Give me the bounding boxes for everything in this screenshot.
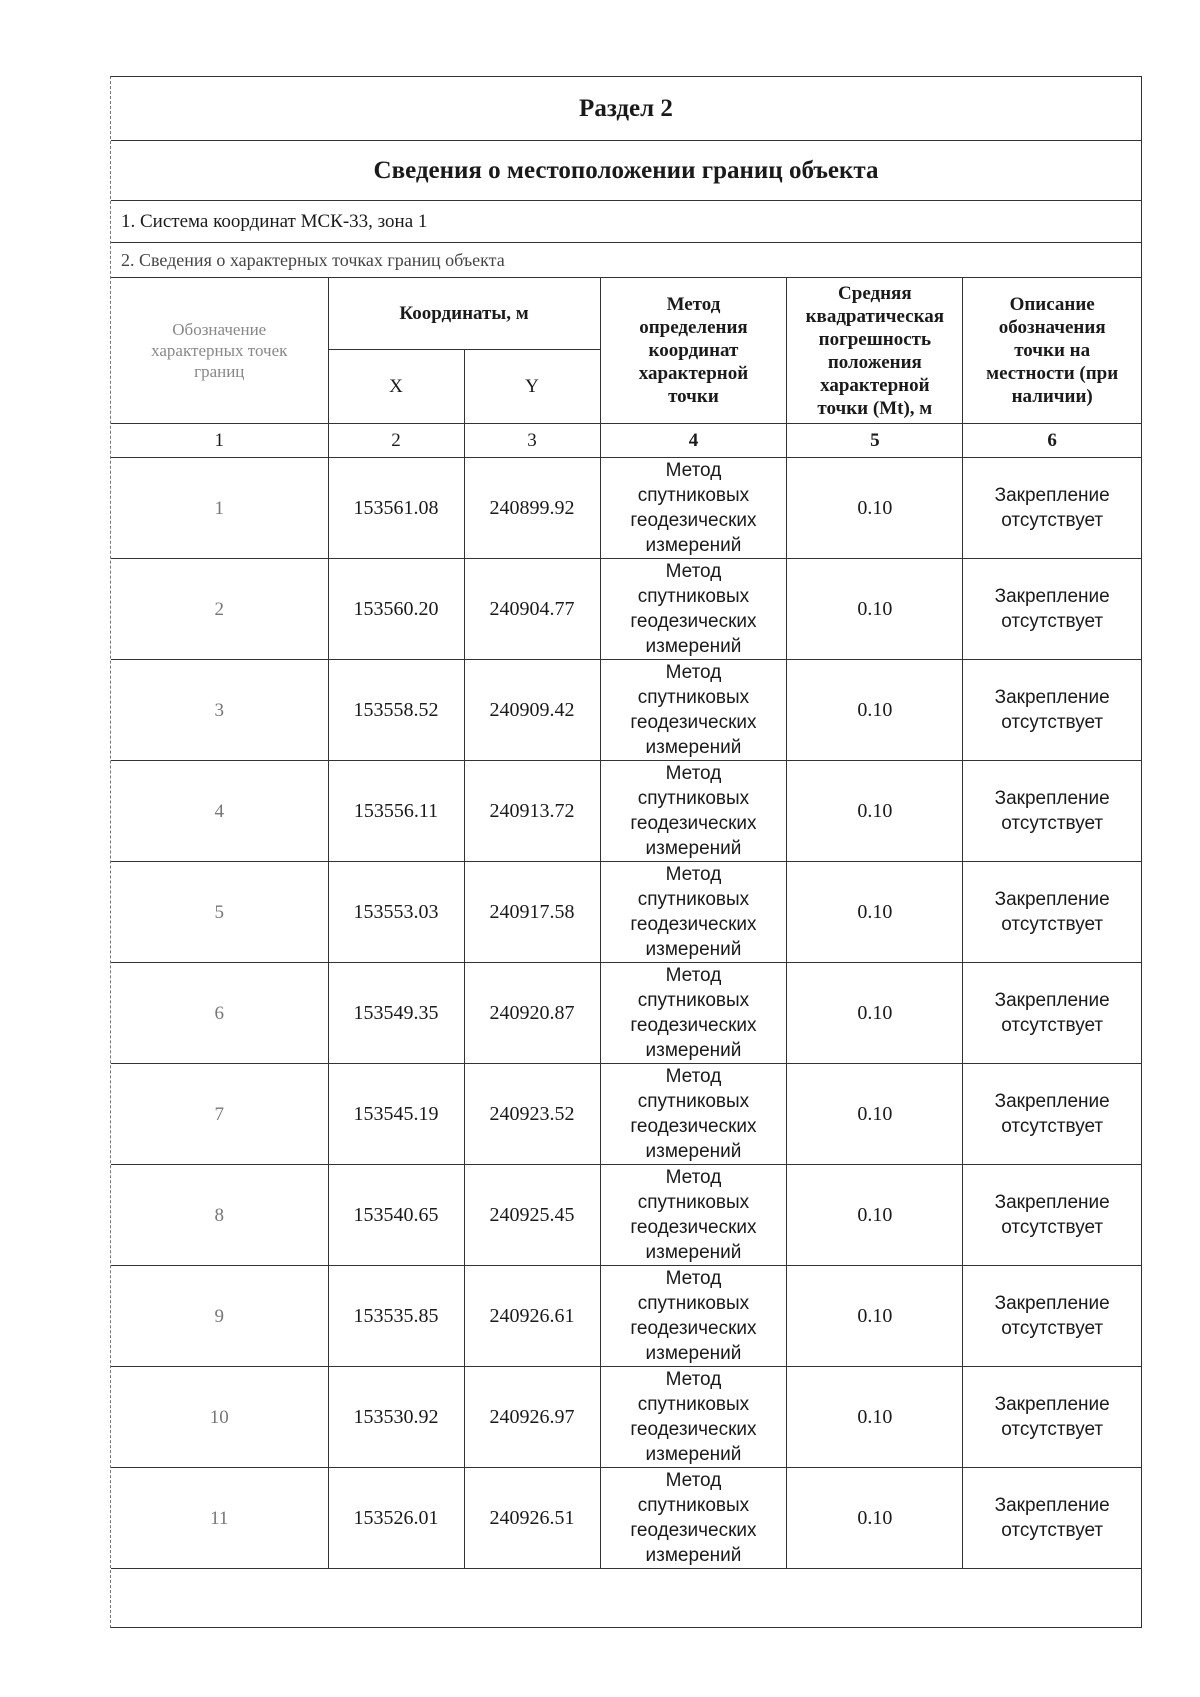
header-coordinates: Координаты, м (328, 278, 600, 350)
x-coordinate: 153549.35 (328, 963, 464, 1064)
y-coordinate: 240917.58 (464, 862, 600, 963)
x-coordinate: 153561.08 (328, 458, 464, 559)
column-number: 5 (787, 424, 963, 458)
accuracy-cell: 0.10 (787, 963, 963, 1064)
method-cell: Метод спутниковых геодезических измерений (600, 1064, 787, 1165)
point-number: 3 (111, 660, 328, 761)
method-cell: Метод спутниковых геодезических измерений (600, 862, 787, 963)
accuracy-cell: 0.10 (787, 761, 963, 862)
points-caption: 2. Сведения о характерных точках границ объекта (121, 250, 505, 270)
accuracy-cell: 0.10 (787, 862, 963, 963)
x-coordinate: 153556.11 (328, 761, 464, 862)
x-coordinate: 153526.01 (328, 1468, 464, 1569)
column-number: 2 (328, 424, 464, 458)
column-number: 4 (600, 424, 787, 458)
table-row (111, 1266, 1141, 1367)
method-cell: Метод спутниковых геодезических измерений (600, 1367, 787, 1468)
table-row (111, 761, 1141, 862)
table-row (111, 660, 1141, 761)
column-number-row (111, 424, 1141, 458)
header-x: X (328, 350, 464, 424)
method-cell: Метод спутниковых геодезических измерений (600, 660, 787, 761)
method-cell: Метод спутниковых геодезических измерений (600, 761, 787, 862)
point-number: 11 (111, 1468, 328, 1569)
table-row (111, 1165, 1141, 1266)
y-coordinate: 240926.51 (464, 1468, 600, 1569)
y-coordinate: 240923.52 (464, 1064, 600, 1165)
method-cell: Метод спутниковых геодезических измерений (600, 1266, 787, 1367)
accuracy-cell: 0.10 (787, 660, 963, 761)
column-number: 6 (963, 424, 1141, 458)
description-cell: Закрепление отсутствует (963, 862, 1141, 963)
header-method: Метод определения координат характерной точки (600, 278, 787, 424)
y-coordinate: 240909.42 (464, 660, 600, 761)
description-cell: Закрепление отсутствует (963, 1064, 1141, 1165)
y-coordinate: 240904.77 (464, 559, 600, 660)
x-coordinate: 153540.65 (328, 1165, 464, 1266)
method-cell: Метод спутниковых геодезических измерений (600, 1165, 787, 1266)
description-cell: Закрепление отсутствует (963, 559, 1141, 660)
point-number: 2 (111, 559, 328, 660)
header-accuracy: Средняя квадратическая погрешность положения характерной точки (Mt), м (787, 278, 963, 424)
table-row (111, 1367, 1141, 1468)
accuracy-cell: 0.10 (787, 1468, 963, 1569)
description-cell: Закрепление отсутствует (963, 1266, 1141, 1367)
document-frame (110, 76, 1142, 1628)
point-number: 4 (111, 761, 328, 862)
header-y: Y (464, 350, 600, 424)
method-cell: Метод спутниковых геодезических измерений (600, 963, 787, 1064)
accuracy-cell: 0.10 (787, 1367, 963, 1468)
table-row (111, 559, 1141, 660)
table-row (111, 862, 1141, 963)
x-coordinate: 153530.92 (328, 1367, 464, 1468)
column-number: 3 (464, 424, 600, 458)
description-cell: Закрепление отсутствует (963, 963, 1141, 1064)
point-number: 5 (111, 862, 328, 963)
point-number: 1 (111, 458, 328, 559)
x-coordinate: 153545.19 (328, 1064, 464, 1165)
coordinate-system-line: 1. Система координат МСК-33, зона 1 (111, 201, 1141, 243)
point-number: 10 (111, 1367, 328, 1468)
method-cell: Метод спутниковых геодезических измерений (600, 559, 787, 660)
y-coordinate: 240925.45 (464, 1165, 600, 1266)
method-cell: Метод спутниковых геодезических измерений (600, 458, 787, 559)
y-coordinate: 240920.87 (464, 963, 600, 1064)
y-coordinate: 240899.92 (464, 458, 600, 559)
table-row (111, 963, 1141, 1064)
accuracy-cell: 0.10 (787, 458, 963, 559)
x-coordinate: 153558.52 (328, 660, 464, 761)
table-row (111, 1064, 1141, 1165)
description-cell: Закрепление отсутствует (963, 1468, 1141, 1569)
header-description: Описание обозначения точки на местности (при наличии) (963, 278, 1141, 424)
table-row (111, 458, 1141, 559)
y-coordinate: 240926.61 (464, 1266, 600, 1367)
point-number: 8 (111, 1165, 328, 1266)
point-number: 9 (111, 1266, 328, 1367)
x-coordinate: 153535.85 (328, 1266, 464, 1367)
x-coordinate: 153553.03 (328, 862, 464, 963)
y-coordinate: 240913.72 (464, 761, 600, 862)
accuracy-cell: 0.10 (787, 1064, 963, 1165)
point-number: 6 (111, 963, 328, 1064)
header-point-designation: Обозначение характерных точек границ (111, 278, 328, 424)
description-cell: Закрепление отсутствует (963, 1367, 1141, 1468)
method-cell: Метод спутниковых геодезических измерений (600, 1468, 787, 1569)
accuracy-cell: 0.10 (787, 1165, 963, 1266)
description-cell: Закрепление отсутствует (963, 660, 1141, 761)
x-coordinate: 153560.20 (328, 559, 464, 660)
table-row (111, 1468, 1141, 1569)
point-number: 7 (111, 1064, 328, 1165)
accuracy-cell: 0.10 (787, 1266, 963, 1367)
description-cell: Закрепление отсутствует (963, 458, 1141, 559)
section-title: Раздел 2 (111, 77, 1141, 141)
column-number: 1 (111, 424, 328, 458)
boundary-points-table (111, 277, 1141, 1569)
document-subtitle: Сведения о местоположении границ объекта (111, 141, 1141, 201)
y-coordinate: 240926.97 (464, 1367, 600, 1468)
accuracy-cell: 0.10 (787, 559, 963, 660)
description-cell: Закрепление отсутствует (963, 1165, 1141, 1266)
description-cell: Закрепление отсутствует (963, 761, 1141, 862)
